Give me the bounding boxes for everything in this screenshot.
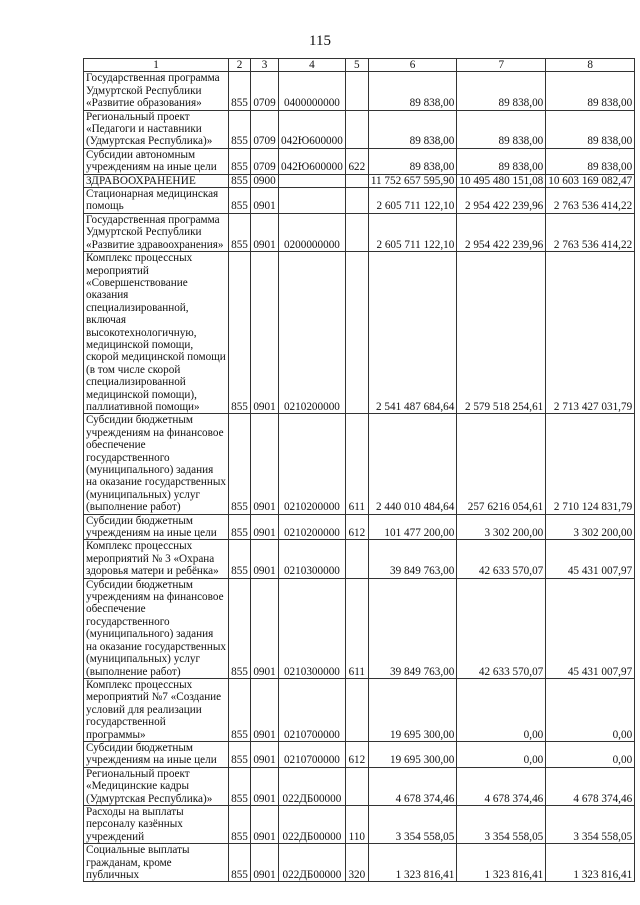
- table-row: [84, 213, 635, 251]
- expense-type-cell: [345, 72, 368, 110]
- column-header: 1: [84, 59, 229, 72]
- table-row: [84, 741, 635, 767]
- table-row: [84, 578, 635, 678]
- table-row: [84, 148, 635, 174]
- section-code-cell: 0709: [251, 110, 279, 148]
- admin-code-cell: 855: [229, 578, 251, 678]
- section-code-cell: 0709: [251, 72, 279, 110]
- amount-cell-col8: 3 354 558,05: [546, 805, 635, 843]
- section-code-cell: 0901: [251, 188, 279, 214]
- section-code-cell: 0901: [251, 252, 279, 414]
- amount-cell-col6: 2 541 487 684,64: [368, 252, 457, 414]
- admin-code-cell: 855: [229, 844, 251, 882]
- admin-code-cell: 855: [229, 540, 251, 578]
- expense-type-cell: [345, 213, 368, 251]
- row-name-cell: Социальные выплаты гражданам, кроме публичных: [84, 844, 229, 882]
- target-article-cell: 022ДБ00000: [279, 805, 346, 843]
- amount-cell-col7: 1 323 816,41: [457, 844, 546, 882]
- column-header: 3: [251, 59, 279, 72]
- amount-cell-col8: 1 323 816,41: [546, 844, 635, 882]
- table-row: [84, 72, 635, 110]
- amount-cell-col8: 2 710 124 831,79: [546, 414, 635, 514]
- section-code-cell: 0901: [251, 678, 279, 741]
- amount-cell-col6: 89 838,00: [368, 148, 457, 174]
- section-code-cell: 0901: [251, 514, 279, 540]
- expense-type-cell: 320: [345, 844, 368, 882]
- column-header: 5: [345, 59, 368, 72]
- amount-cell-col6: 2 605 711 122,10: [368, 188, 457, 214]
- table-row: [84, 252, 635, 414]
- amount-cell-col8: 89 838,00: [546, 110, 635, 148]
- section-code-cell: 0900: [251, 174, 279, 187]
- target-article-cell: 022ДБ00000: [279, 767, 346, 805]
- amount-cell-col6: 1 323 816,41: [368, 844, 457, 882]
- expense-type-cell: [345, 540, 368, 578]
- amount-cell-col8: 89 838,00: [546, 148, 635, 174]
- section-code-cell: 0901: [251, 805, 279, 843]
- amount-cell-col8: 0,00: [546, 741, 635, 767]
- amount-cell-col6: 89 838,00: [368, 72, 457, 110]
- amount-cell-col8: 89 838,00: [546, 72, 635, 110]
- column-header: 2: [229, 59, 251, 72]
- column-header: 7: [457, 59, 546, 72]
- section-code-cell: 0901: [251, 540, 279, 578]
- target-article-cell: 042Ю600000: [279, 148, 346, 174]
- amount-cell-col7: 89 838,00: [457, 72, 546, 110]
- expense-type-cell: 611: [345, 578, 368, 678]
- target-article-cell: 0210200000: [279, 252, 346, 414]
- admin-code-cell: 855: [229, 514, 251, 540]
- page-number: 115: [309, 33, 331, 49]
- table-row: [84, 414, 635, 514]
- expense-type-cell: 612: [345, 741, 368, 767]
- section-code-cell: 0901: [251, 767, 279, 805]
- expense-type-cell: 611: [345, 414, 368, 514]
- admin-code-cell: 855: [229, 174, 251, 187]
- row-name-cell: Расходы на выплаты персоналу казённых учреждений: [84, 805, 229, 843]
- column-header: 6: [368, 59, 457, 72]
- amount-cell-col8: 2 763 536 414,22: [546, 188, 635, 214]
- amount-cell-col7: 0,00: [457, 678, 546, 741]
- target-article-cell: 0210200000: [279, 414, 346, 514]
- expense-type-cell: [345, 188, 368, 214]
- expense-type-cell: 110: [345, 805, 368, 843]
- amount-cell-col7: 2 954 422 239,96: [457, 213, 546, 251]
- table-row: [84, 678, 635, 741]
- admin-code-cell: 855: [229, 213, 251, 251]
- amount-cell-col8: 2 763 536 414,22: [546, 213, 635, 251]
- section-code-cell: 0901: [251, 213, 279, 251]
- table-row: [84, 844, 635, 882]
- target-article-cell: [279, 174, 346, 187]
- row-name-cell: Субсидии автономным учреждениям на иные цели: [84, 148, 229, 174]
- amount-cell-col8: 10 603 169 082,47: [546, 174, 635, 187]
- amount-cell-col7: 2 579 518 254,61: [457, 252, 546, 414]
- admin-code-cell: 855: [229, 188, 251, 214]
- amount-cell-col6: 19 695 300,00: [368, 678, 457, 741]
- row-name-cell: Стационарная медицинская помощь: [84, 188, 229, 214]
- amount-cell-col6: 2 605 711 122,10: [368, 213, 457, 251]
- amount-cell-col8: 45 431 007,97: [546, 578, 635, 678]
- table-header-row: [84, 59, 635, 72]
- amount-cell-col7: 42 633 570,07: [457, 578, 546, 678]
- amount-cell-col7: 3 354 558,05: [457, 805, 546, 843]
- target-article-cell: 0210700000: [279, 741, 346, 767]
- section-code-cell: 0901: [251, 741, 279, 767]
- expense-type-cell: [345, 678, 368, 741]
- amount-cell-col7: 42 633 570,07: [457, 540, 546, 578]
- budget-table: [83, 58, 635, 882]
- table-row: [84, 540, 635, 578]
- table-row: [84, 174, 635, 187]
- target-article-cell: 0210700000: [279, 678, 346, 741]
- amount-cell-col7: 89 838,00: [457, 148, 546, 174]
- amount-cell-col6: 2 440 010 484,64: [368, 414, 457, 514]
- amount-cell-col7: 4 678 374,46: [457, 767, 546, 805]
- amount-cell-col8: 45 431 007,97: [546, 540, 635, 578]
- row-name-cell: Субсидии бюджетным учреждениям на финансовое обеспечение государственного (муниципального) задания на оказание государственных (муниципальных) услуг (выполнение работ): [84, 578, 229, 678]
- expense-type-cell: [345, 767, 368, 805]
- target-article-cell: 0210300000: [279, 578, 346, 678]
- column-header: 4: [279, 59, 346, 72]
- amount-cell-col6: 19 695 300,00: [368, 741, 457, 767]
- expense-type-cell: [345, 252, 368, 414]
- expense-type-cell: 612: [345, 514, 368, 540]
- amount-cell-col6: 101 477 200,00: [368, 514, 457, 540]
- amount-cell-col6: 4 678 374,46: [368, 767, 457, 805]
- amount-cell-col6: 39 849 763,00: [368, 578, 457, 678]
- admin-code-cell: 855: [229, 72, 251, 110]
- table-row: [84, 188, 635, 214]
- amount-cell-col6: 39 849 763,00: [368, 540, 457, 578]
- table-row: [84, 110, 635, 148]
- amount-cell-col7: 3 302 200,00: [457, 514, 546, 540]
- target-article-cell: 022ДБ00000: [279, 844, 346, 882]
- expense-type-cell: 622: [345, 148, 368, 174]
- amount-cell-col8: 0,00: [546, 678, 635, 741]
- section-code-cell: 0901: [251, 578, 279, 678]
- amount-cell-col8: 4 678 374,46: [546, 767, 635, 805]
- amount-cell-col7: 257 6216 054,61: [457, 414, 546, 514]
- admin-code-cell: 855: [229, 767, 251, 805]
- admin-code-cell: 855: [229, 148, 251, 174]
- row-name-cell: Субсидии бюджетным учреждениям на финансовое обеспечение государственного (муниципального) задания на оказание государственных (муниципальных) услуг (выполнение работ): [84, 414, 229, 514]
- row-name-cell: Субсидии бюджетным учреждениям на иные цели: [84, 514, 229, 540]
- row-name-cell: Комплекс процессных мероприятий №7 «Создание условий для реализации государственной программы»: [84, 678, 229, 741]
- admin-code-cell: 855: [229, 414, 251, 514]
- target-article-cell: 0200000000: [279, 213, 346, 251]
- row-name-cell: Региональный проект «Медицинские кадры (Удмуртская Республика)»: [84, 767, 229, 805]
- amount-cell-col8: 3 302 200,00: [546, 514, 635, 540]
- target-article-cell: 042Ю600000: [279, 110, 346, 148]
- section-code-cell: 0709: [251, 148, 279, 174]
- admin-code-cell: 855: [229, 252, 251, 414]
- row-name-cell: Региональный проект «Педагоги и наставники (Удмуртская Республика)»: [84, 110, 229, 148]
- admin-code-cell: 855: [229, 110, 251, 148]
- expense-type-cell: [345, 110, 368, 148]
- amount-cell-col6: 3 354 558,05: [368, 805, 457, 843]
- admin-code-cell: 855: [229, 678, 251, 741]
- table-row: [84, 767, 635, 805]
- table-row: [84, 805, 635, 843]
- amount-cell-col6: 89 838,00: [368, 110, 457, 148]
- amount-cell-col7: 10 495 480 151,08: [457, 174, 546, 187]
- expense-type-cell: [345, 174, 368, 187]
- column-header: 8: [546, 59, 635, 72]
- target-article-cell: 0210300000: [279, 540, 346, 578]
- table-row: [84, 514, 635, 540]
- section-code-cell: 0901: [251, 844, 279, 882]
- row-name-cell: Государственная программа Удмуртской Республики «Развитие образования»: [84, 72, 229, 110]
- amount-cell-col7: 2 954 422 239,96: [457, 188, 546, 214]
- amount-cell-col6: 11 752 657 595,90: [368, 174, 457, 187]
- amount-cell-col8: 2 713 427 031,79: [546, 252, 635, 414]
- section-code-cell: 0901: [251, 414, 279, 514]
- target-article-cell: 0210200000: [279, 514, 346, 540]
- row-name-cell: Комплекс процессных мероприятий «Совершенствование оказания специализированной, включая высокотехнологичную, медицинской помощи, скорой медицинской помощи (в том числе скорой специализированной медицинской помощи), паллиативной помощи»: [84, 252, 229, 414]
- row-name-cell: ЗДРАВООХРАНЕНИЕ: [84, 174, 229, 187]
- admin-code-cell: 855: [229, 805, 251, 843]
- admin-code-cell: 855: [229, 741, 251, 767]
- amount-cell-col7: 0,00: [457, 741, 546, 767]
- amount-cell-col7: 89 838,00: [457, 110, 546, 148]
- row-name-cell: Субсидии бюджетным учреждениям на иные цели: [84, 741, 229, 767]
- row-name-cell: Комплекс процессных мероприятий № 3 «Охрана здоровья матери и ребёнка»: [84, 540, 229, 578]
- target-article-cell: [279, 188, 346, 214]
- row-name-cell: Государственная программа Удмуртской Республики «Развитие здравоохранения»: [84, 213, 229, 251]
- target-article-cell: 0400000000: [279, 72, 346, 110]
